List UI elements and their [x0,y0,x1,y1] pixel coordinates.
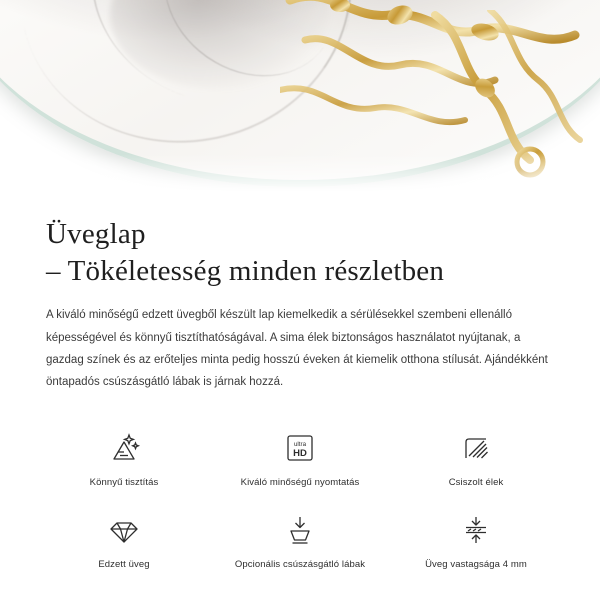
ultra-hd-icon [277,428,323,468]
feature-item-anti-slip-feet [212,510,388,570]
feature-item-tempered-glass [36,510,212,570]
feature-item-glass-thickness [388,510,564,570]
feature-label: Kiváló minőségű nyomtatás [240,476,360,488]
description-paragraph: A kiváló minőségű edzett üvegből készült lap kiemelkedik a sérülésekkel szembeni ellenálló képességével és könnyű tisztíthatóságával. A sima élek biztonságos használatot nyújtanak, a gazdag színek és az erőteljes minta pedig hosszú éveken át kiemelik otthona stílusát. Ajándékként öntapadós csúszásgátló lábak is járnak hozzá. [46,309,548,389]
svg-text:HD: HD [293,447,307,459]
feature-item-print-quality [212,428,388,488]
diamond-icon [101,510,147,550]
feature-label: Opcionális csúszásgátló lábak [234,558,366,570]
anti-slip-feet-icon [277,510,323,550]
hero-image [0,0,600,200]
text-content [0,200,600,394]
hero-bottom-fade [0,154,600,200]
headline-line-2: – Tökéletesség minden részletben [46,255,445,288]
page-title [46,216,554,290]
feature-label: Könnyű tisztítás [89,476,159,488]
feature-label: Üveg vastagsága 4 mm [425,558,527,570]
thickness-arrows-icon [453,510,499,550]
feature-item-polished-edges [388,428,564,488]
sparkle-cloth-icon [101,428,147,468]
feature-label: Edzett üveg [98,558,150,570]
polished-edges-icon [453,428,499,468]
feature-label: Csiszolt élek [448,476,504,488]
feature-item-easy-cleaning [36,428,212,488]
svg-text:ultra: ultra [293,440,307,448]
headline-line-1: Üveglap [46,218,146,250]
feature-list [0,428,600,570]
